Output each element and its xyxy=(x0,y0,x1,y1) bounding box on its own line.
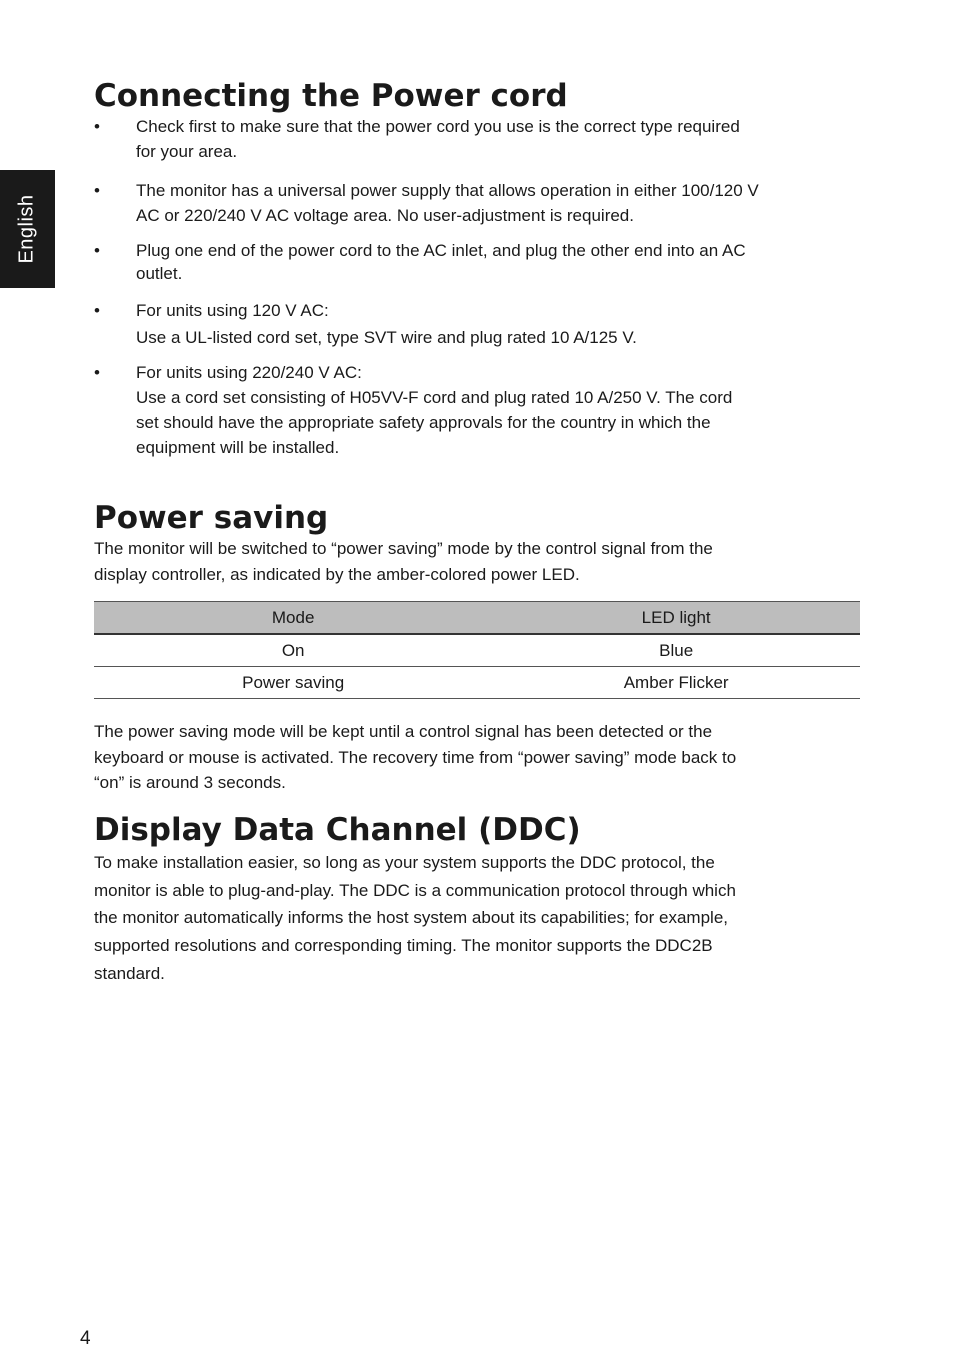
paragraph-line: The monitor will be switched to “power saving” mode by the control signal from the xyxy=(94,539,713,558)
heading-power-saving: Power saving xyxy=(94,500,329,536)
paragraph-line: “on” is around 3 seconds. xyxy=(94,773,286,792)
table-header-row xyxy=(94,602,860,635)
bullet-marker: • xyxy=(94,363,100,382)
power-mode-table xyxy=(94,601,860,699)
bullet-line: set should have the appropriate safety approvals for the country in which the xyxy=(136,413,711,432)
column-header-led: LED light xyxy=(492,602,860,635)
table-cell: Blue xyxy=(492,634,860,667)
bullet-line: AC or 220/240 V AC voltage area. No user-adjustment is required. xyxy=(136,206,634,225)
paragraph-line: monitor is able to plug-and-play. The DDC is a communication protocol through which xyxy=(94,880,736,900)
list-item xyxy=(94,114,860,164)
list-item xyxy=(94,178,860,228)
paragraph-line: the monitor automatically informs the host system about its capabilities; for example, xyxy=(94,908,729,928)
bullet-line: Use a UL-listed cord set, type SVT wire and plug rated 10 A/125 V. xyxy=(136,328,637,347)
power-saving-outro xyxy=(94,719,860,796)
bullet-line: Check first to make sure that the power cord you use is the correct type required xyxy=(136,117,740,136)
bullet-marker: • xyxy=(94,301,100,320)
bullet-line: for your area. xyxy=(136,142,238,161)
list-item xyxy=(94,360,860,460)
table-cell: Power saving xyxy=(94,667,492,699)
table-cell: On xyxy=(94,634,492,667)
bullet-line: Use a cord set consisting of H05VV-F cord and plug rated 10 A/250 V. The cord xyxy=(136,388,733,407)
list-item xyxy=(94,239,860,285)
page-number: 4 xyxy=(80,1328,91,1349)
bullet-line: The monitor has a universal power supply that allows operation in either 100/120 V xyxy=(136,181,759,200)
paragraph-line: keyboard or mouse is activated. The recovery time from “power saving” mode back to xyxy=(94,747,737,767)
table-cell: Amber Flicker xyxy=(492,667,860,699)
language-tab-label: English xyxy=(15,194,38,264)
paragraph-line: The power saving mode will be kept until a control signal has been detected or the xyxy=(94,722,713,741)
table-row xyxy=(94,667,860,699)
language-tab xyxy=(0,170,55,288)
bullet-marker: • xyxy=(94,181,100,200)
power-saving-intro xyxy=(94,536,860,587)
bullet-line: outlet. xyxy=(136,264,183,283)
bullet-marker: • xyxy=(94,241,100,260)
column-header-mode: Mode xyxy=(94,602,492,635)
paragraph-line: display controller, as indicated by the amber-colored power LED. xyxy=(94,564,580,584)
table-row xyxy=(94,634,860,667)
bullet-line: For units using 220/240 V AC: xyxy=(136,363,362,382)
paragraph-line: To make installation easier, so long as your system supports the DDC protocol, the xyxy=(94,853,715,872)
bullet-line: Plug one end of the power cord to the AC inlet, and plug the other end into an AC xyxy=(136,241,746,260)
ddc-paragraph xyxy=(94,849,860,988)
paragraph-line: standard. xyxy=(94,963,165,983)
bullet-line: equipment will be installed. xyxy=(136,438,340,457)
bullet-marker: • xyxy=(94,117,100,136)
heading-ddc: Display Data Channel (DDC) xyxy=(94,812,581,848)
paragraph-line: supported resolutions and corresponding timing. The monitor supports the DDC2B xyxy=(94,936,713,956)
heading-power-cord: Connecting the Power cord xyxy=(94,78,568,114)
bullet-line: For units using 120 V AC: xyxy=(136,301,329,320)
list-item xyxy=(94,297,860,351)
